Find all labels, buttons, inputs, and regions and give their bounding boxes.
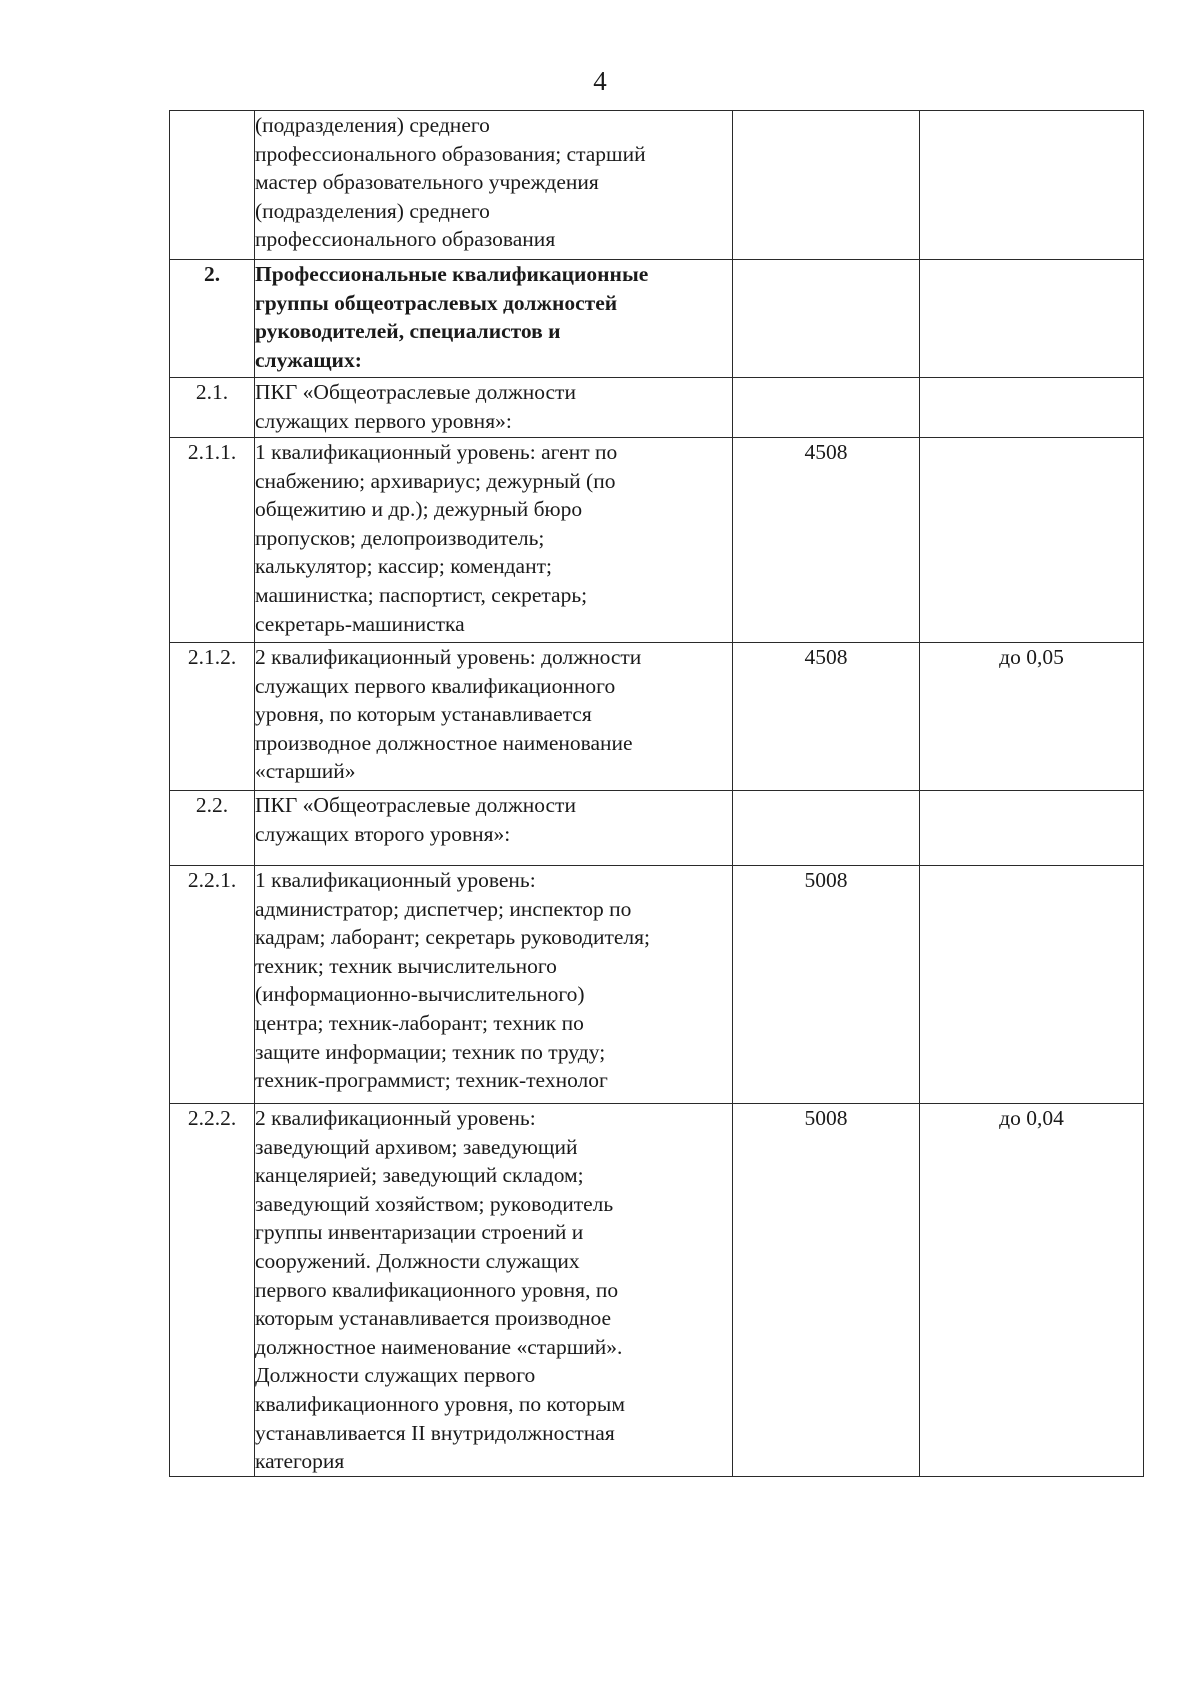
row-salary bbox=[733, 791, 920, 866]
table-row bbox=[170, 438, 1144, 643]
row-salary bbox=[733, 378, 920, 438]
table-row bbox=[170, 260, 1144, 378]
row-number: 2. bbox=[170, 260, 255, 378]
row-coefficient bbox=[920, 791, 1144, 866]
row-coefficient bbox=[920, 378, 1144, 438]
row-description: 2 квалификационный уровень: должности служащих первого квалификационного уровня, по которым устанавливается производное должностное наименование «старший» bbox=[255, 643, 733, 791]
row-description: (подразделения) среднего профессионального образования; старший мастер образовательного учреждения (подразделения) среднего профессионального образования bbox=[255, 111, 733, 260]
row-number: 2.2. bbox=[170, 791, 255, 866]
row-salary bbox=[733, 260, 920, 378]
row-description: Профессиональные квалификационные группы общеотраслевых должностей руководителей, специалистов и служащих: bbox=[255, 260, 733, 378]
row-description: 2 квалификационный уровень: заведующий архивом; заведующий канцелярией; заведующий складом; заведующий хозяйством; руководитель группы инвентаризации строений и сооружений. Должности служащих первого квалификационного уровня, по которым устанавливается производное должностное наименование «старший». Должности служащих первого квалификационного уровня, по которым устанавливается II внутридолжностная категория bbox=[255, 1104, 733, 1477]
row-number: 2.1. bbox=[170, 378, 255, 438]
table-row bbox=[170, 866, 1144, 1104]
table-row bbox=[170, 1104, 1144, 1477]
row-salary: 5008 bbox=[733, 866, 920, 1104]
row-number: 2.1.1. bbox=[170, 438, 255, 643]
row-description: ПКГ «Общеотраслевые должности служащих второго уровня»: bbox=[255, 791, 733, 866]
table-row bbox=[170, 643, 1144, 791]
row-coefficient bbox=[920, 438, 1144, 643]
row-coefficient bbox=[920, 866, 1144, 1104]
table-row bbox=[170, 111, 1144, 260]
row-salary: 4508 bbox=[733, 438, 920, 643]
row-number: 2.2.2. bbox=[170, 1104, 255, 1477]
table-row bbox=[170, 378, 1144, 438]
row-salary: 4508 bbox=[733, 643, 920, 791]
row-coefficient bbox=[920, 260, 1144, 378]
row-salary: 5008 bbox=[733, 1104, 920, 1477]
row-number: 2.2.1. bbox=[170, 866, 255, 1104]
row-description: 1 квалификационный уровень: агент по снабжению; архивариус; дежурный (по общежитию и др.); дежурный бюро пропусков; делопроизводитель; калькулятор; кассир; комендант; машинистка; паспортист, секретарь; секретарь-машинистка bbox=[255, 438, 733, 643]
row-coefficient: до 0,05 bbox=[920, 643, 1144, 791]
salary-table bbox=[169, 110, 1144, 1477]
page-number: 4 bbox=[593, 66, 607, 96]
row-description: ПКГ «Общеотраслевые должности служащих первого уровня»: bbox=[255, 378, 733, 438]
row-coefficient: до 0,04 bbox=[920, 1104, 1144, 1477]
table-row bbox=[170, 791, 1144, 866]
row-salary bbox=[733, 111, 920, 260]
table-body bbox=[170, 111, 1144, 1477]
row-coefficient bbox=[920, 111, 1144, 260]
row-number bbox=[170, 111, 255, 260]
row-number: 2.1.2. bbox=[170, 643, 255, 791]
row-description: 1 квалификационный уровень: администратор; диспетчер; инспектор по кадрам; лаборант; секретарь руководителя; техник; техник вычислительного (информационно-вычислительного) центра; техник-лаборант; техник по защите информации; техник по труду; техник-программист; техник-технолог bbox=[255, 866, 733, 1104]
